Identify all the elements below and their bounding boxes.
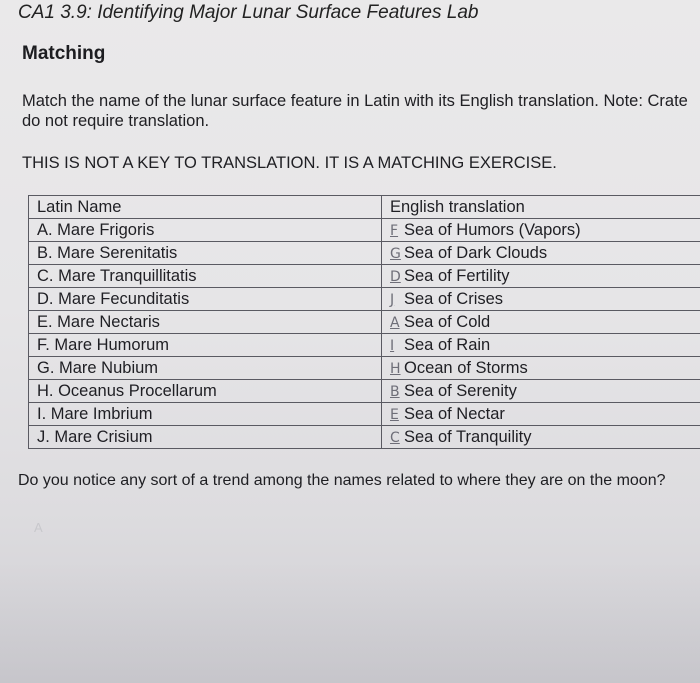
latin-header: Latin Name <box>29 196 382 219</box>
faint-answer-text: A <box>34 520 43 535</box>
handwritten-answer: E <box>390 406 399 423</box>
english-cell <box>382 242 700 265</box>
handwritten-answer: F <box>390 222 399 239</box>
latin-name: E. Mare Nectaris <box>29 311 382 334</box>
handwritten-answer: J <box>390 291 395 308</box>
table-row <box>29 403 700 426</box>
latin-name: H. Oceanus Procellarum <box>29 380 382 403</box>
handwritten-answer: G <box>390 245 401 262</box>
english-cell <box>382 403 700 426</box>
matching-notice: THIS IS NOT A KEY TO TRANSLATION. IT IS A MATCHING EXERCISE. <box>22 154 557 172</box>
english-cell <box>382 288 700 311</box>
table-row <box>29 380 700 403</box>
english-cell <box>382 311 700 334</box>
english-cell <box>382 265 700 288</box>
latin-name: G. Mare Nubium <box>29 357 382 380</box>
table-row <box>29 311 700 334</box>
handwritten-answer: H <box>390 360 401 377</box>
page-title: CA1 3.9: Identifying Major Lunar Surface Features Lab <box>18 2 479 23</box>
table-row <box>29 219 700 242</box>
handwritten-answer: A <box>390 314 400 331</box>
english-cell <box>382 357 700 380</box>
english-translation: Sea of Nectar <box>404 404 505 423</box>
section-heading: Matching <box>22 43 106 64</box>
table-row <box>29 426 700 449</box>
table-row <box>29 265 700 288</box>
instructions-line-2: do not require translation. <box>22 112 210 130</box>
handwritten-answer: I <box>390 337 395 354</box>
latin-name: C. Mare Tranquillitatis <box>29 265 382 288</box>
english-translation: Sea of Rain <box>404 335 491 354</box>
handwritten-answer: B <box>390 383 400 400</box>
english-cell <box>382 380 700 403</box>
english-translation: Sea of Dark Clouds <box>404 243 548 262</box>
latin-name: F. Mare Humorum <box>29 334 382 357</box>
handwritten-answer: D <box>390 268 401 285</box>
handwritten-answer: C <box>390 429 400 446</box>
instructions <box>22 91 700 131</box>
english-translation: Sea of Tranquility <box>404 427 532 446</box>
english-translation: Ocean of Storms <box>404 358 528 377</box>
instructions-line-1: Match the name of the lunar surface feature in Latin with its English translation. Note: Crate <box>22 92 688 110</box>
english-cell <box>382 334 700 357</box>
table-row <box>29 242 700 265</box>
english-cell <box>382 219 700 242</box>
table-row <box>29 357 700 380</box>
english-translation: Sea of Serenity <box>404 381 517 400</box>
page-shadow <box>0 560 700 683</box>
english-translation: Sea of Crises <box>404 289 504 308</box>
latin-name: B. Mare Serenitatis <box>29 242 382 265</box>
latin-name: J. Mare Crisium <box>29 426 382 449</box>
trend-question: Do you notice any sort of a trend among the names related to where they are on the moon? <box>18 472 666 489</box>
table-header-row <box>29 196 700 219</box>
english-translation: Sea of Cold <box>404 312 491 331</box>
english-translation: Sea of Fertility <box>404 266 510 285</box>
table-row <box>29 334 700 357</box>
table-row <box>29 288 700 311</box>
english-cell <box>382 426 700 449</box>
english-header: English translation <box>382 196 700 219</box>
matching-table <box>28 195 700 449</box>
latin-name: A. Mare Frigoris <box>29 219 382 242</box>
english-translation: Sea of Humors (Vapors) <box>404 220 581 239</box>
latin-name: D. Mare Fecunditatis <box>29 288 382 311</box>
latin-name: I. Mare Imbrium <box>29 403 382 426</box>
